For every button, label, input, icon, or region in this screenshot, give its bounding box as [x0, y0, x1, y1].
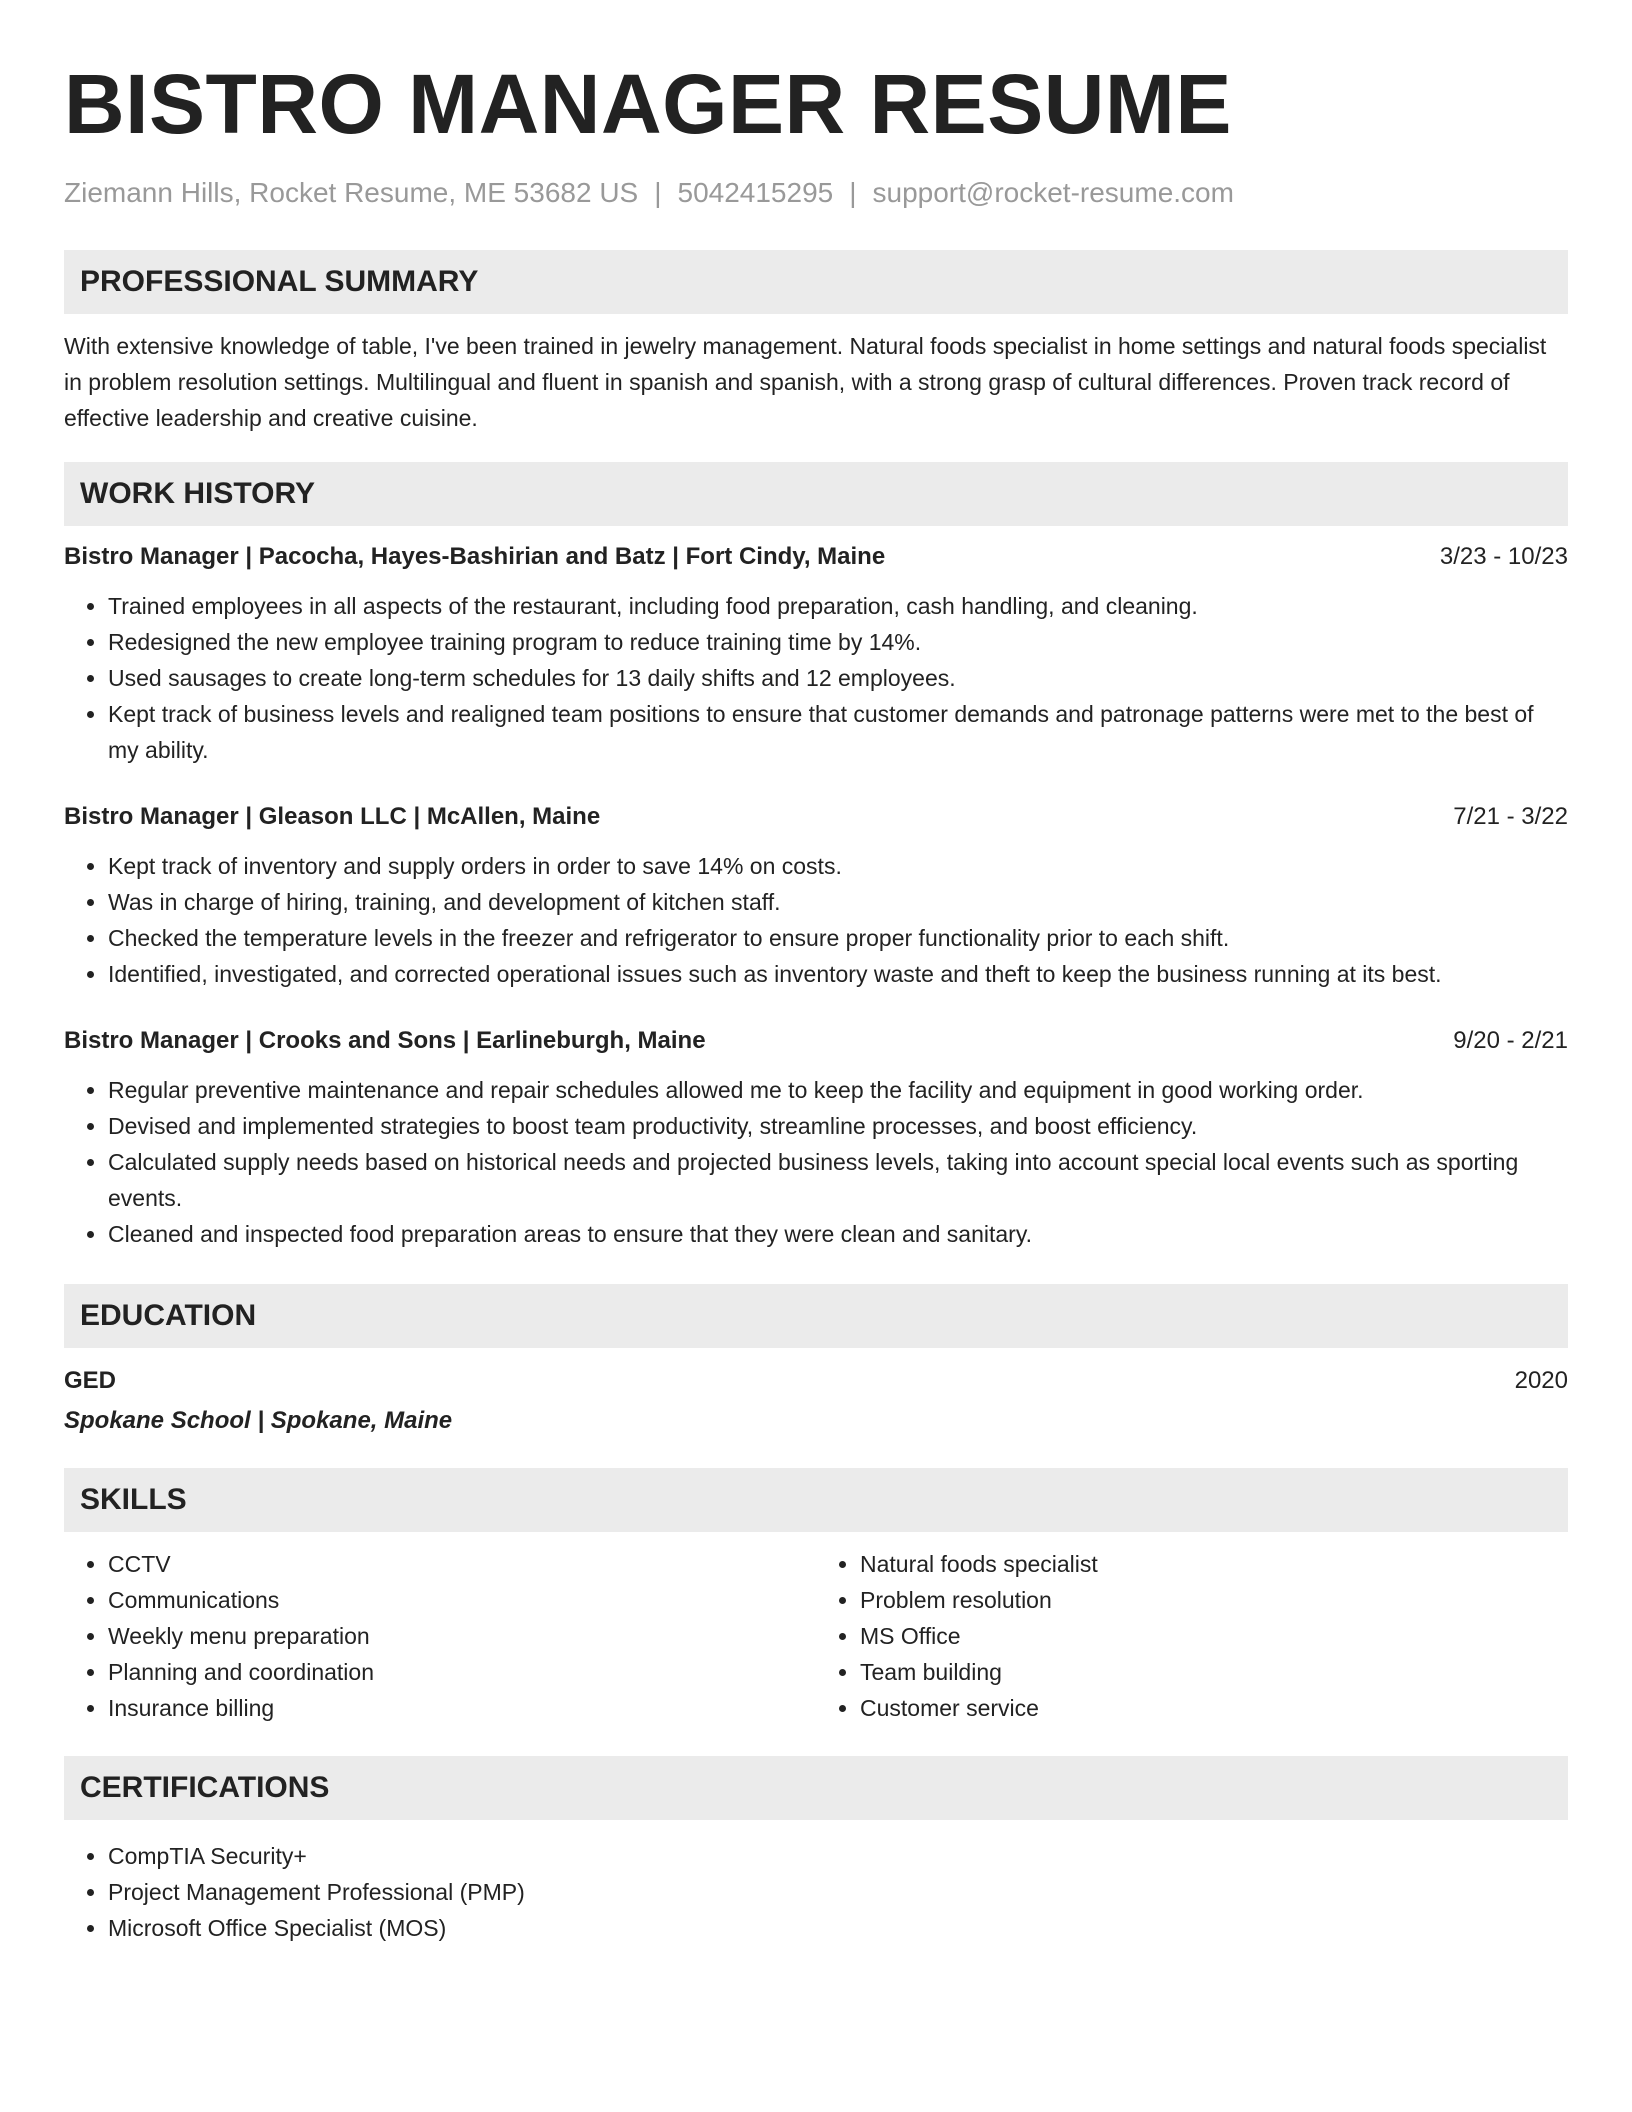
skill-item: • Team building	[860, 1654, 1568, 1690]
job-bullet-list	[64, 588, 1568, 768]
skill-item: • CCTV	[108, 1546, 816, 1582]
job-entry	[64, 1024, 1568, 1252]
education-header	[64, 1364, 1568, 1398]
certification-item: • CompTIA Security+	[108, 1838, 1568, 1874]
skills-list-right	[816, 1546, 1568, 1726]
section-heading-summary: PROFESSIONAL SUMMARY	[64, 250, 1568, 314]
job-dates: 9/20 - 2/21	[1453, 1027, 1568, 1054]
resume-title: BISTRO MANAGER RESUME	[64, 57, 1232, 151]
education-school: Spokane School | Spokane, Maine	[64, 1407, 453, 1434]
section-heading-certifications: CERTIFICATIONS	[64, 1756, 1568, 1820]
skill-item: • MS Office	[860, 1618, 1568, 1654]
section-heading-work: WORK HISTORY	[64, 462, 1568, 526]
contact-separator: |	[654, 177, 662, 208]
job-bullet: • Checked the temperature levels in the freezer and refrigerator to ensure proper functionality prior to each shift.	[108, 920, 1568, 956]
job-bullet: • Used sausages to create long-term schedules for 13 daily shifts and 12 employees.	[108, 660, 1568, 696]
contact-phone: 5042415295	[677, 177, 834, 208]
job-bullet: • Regular preventive maintenance and repair schedules allowed me to keep the facility and equipment in good working order.	[108, 1072, 1568, 1108]
job-header	[64, 800, 1568, 834]
education-entry	[64, 1364, 1568, 1438]
section-heading-education: EDUCATION	[64, 1284, 1568, 1348]
job-header	[64, 540, 1568, 574]
job-bullet: • Was in charge of hiring, training, and development of kitchen staff.	[108, 884, 1568, 920]
summary-text: With extensive knowledge of table, I've been trained in jewelry management. Natural foods specialist in home settings and natural foods specialist in problem resolution settings. Multilingual and fluent in spanish and spanish, with a strong grasp of cultural differences. Proven track record of effective leadership and creative cuisine.	[64, 333, 1547, 431]
job-bullet: • Cleaned and inspected food preparation areas to ensure that they were clean and sanitary.	[108, 1216, 1568, 1252]
contact-address: Ziemann Hills, Rocket Resume, ME 53682 US	[64, 177, 639, 208]
skills-list-left	[64, 1546, 816, 1726]
skill-item: • Communications	[108, 1582, 816, 1618]
certification-item: • Project Management Professional (PMP)	[108, 1874, 1568, 1910]
education-degree: GED	[64, 1367, 117, 1394]
skill-item: • Weekly menu preparation	[108, 1618, 816, 1654]
contact-email[interactable]: support@rocket-resume.com	[872, 177, 1234, 208]
job-header	[64, 1024, 1568, 1058]
skill-item: • Natural foods specialist	[860, 1546, 1568, 1582]
job-bullet: • Redesigned the new employee training program to reduce training time by 14%.	[108, 624, 1568, 660]
job-bullet-list	[64, 1072, 1568, 1252]
skill-item: • Customer service	[860, 1690, 1568, 1726]
certification-item: • Microsoft Office Specialist (MOS)	[108, 1910, 1568, 1946]
job-bullet-list	[64, 848, 1568, 992]
job-bullet: • Identified, investigated, and corrected operational issues such as inventory waste and theft to keep the business running at its best.	[108, 956, 1568, 992]
skill-item: • Problem resolution	[860, 1582, 1568, 1618]
job-title: Bistro Manager | Pacocha, Hayes-Bashirian and Batz | Fort Cindy, Maine	[64, 543, 886, 570]
job-entry	[64, 800, 1568, 992]
job-title: Bistro Manager | Crooks and Sons | Earlineburgh, Maine	[64, 1027, 706, 1054]
section-heading-skills: SKILLS	[64, 1468, 1568, 1532]
job-bullet: • Kept track of inventory and supply orders in order to save 14% on costs.	[108, 848, 1568, 884]
education-year: 2020	[1514, 1367, 1568, 1394]
job-bullet: • Trained employees in all aspects of the restaurant, including food preparation, cash handling, and cleaning.	[108, 588, 1568, 624]
skills-columns	[64, 1532, 1568, 1726]
job-title: Bistro Manager | Gleason LLC | McAllen, Maine	[64, 803, 601, 830]
skill-item: • Planning and coordination	[108, 1654, 816, 1690]
certifications-list	[64, 1838, 1568, 1946]
job-bullet: • Calculated supply needs based on historical needs and projected business levels, taking into account special local events such as sporting events.	[108, 1144, 1568, 1216]
skill-item: • Insurance billing	[108, 1690, 816, 1726]
job-entry	[64, 540, 1568, 768]
contact-separator: |	[849, 177, 857, 208]
contact-line	[64, 176, 1568, 210]
job-dates: 7/21 - 3/22	[1453, 803, 1568, 830]
job-dates: 3/23 - 10/23	[1439, 543, 1568, 570]
job-bullet: • Kept track of business levels and realigned team positions to ensure that customer demands and patronage patterns were met to the best of my ability.	[108, 696, 1568, 768]
job-bullet: • Devised and implemented strategies to boost team productivity, streamline processes, and boost efficiency.	[108, 1108, 1568, 1144]
